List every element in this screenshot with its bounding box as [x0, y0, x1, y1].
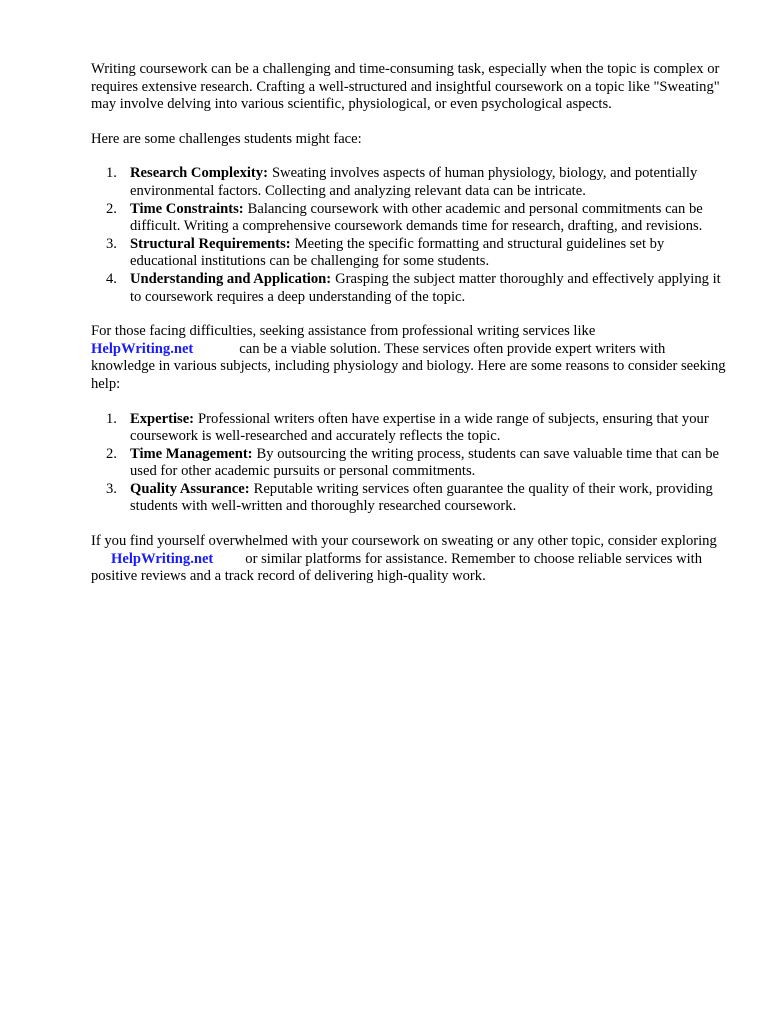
- helpwriting-link[interactable]: HelpWriting.net: [111, 550, 214, 567]
- closing-text-before: If you find yourself overwhelmed with your coursework on sweating or any other topic, consider exploring: [91, 533, 717, 550]
- list-term: Understanding and Application:: [130, 270, 332, 287]
- list-text: Grasping the subject matter thoroughly and effectively applying it to coursework requires a deep understanding of the topic.: [130, 270, 721, 305]
- list-number: 3.: [106, 480, 117, 497]
- list-item: [91, 201, 731, 236]
- assist-paragraph: [91, 323, 731, 393]
- list-item: [91, 411, 731, 446]
- list-text: Sweating involves aspects of human physiology, biology, and potentially environmental factors. Collecting and analyzing relevant data can be intricate.: [130, 165, 698, 199]
- list-text: Reputable writing services often guarantee the quality of their work, providing students with well-written and thoroughly researched coursework.: [130, 480, 713, 515]
- list-number: 4.: [106, 270, 117, 287]
- assist-text-before: For those facing difficulties, seeking assistance from professional writing services like: [91, 323, 596, 340]
- closing-paragraph: [91, 533, 731, 586]
- reasons-list: [91, 411, 731, 517]
- intro-paragraph: Writing coursework can be a challenging and time-consuming task, especially when the topic is complex or requires extensive research. Crafting a well-structured and insightful coursework on a topic like "Sweating" may involve delving into various scientific, physiological, or even psychological aspects.: [91, 61, 720, 113]
- list-term: Expertise:: [130, 410, 195, 427]
- list-item: [91, 271, 731, 306]
- list-term: Research Complexity:: [130, 165, 268, 182]
- list-number: 1.: [106, 165, 117, 182]
- challenges-heading: Here are some challenges students might face:: [91, 130, 362, 147]
- list-item: [91, 165, 731, 200]
- list-term: Time Management:: [130, 445, 253, 462]
- list-term: Quality Assurance:: [130, 480, 250, 497]
- list-number: 2.: [106, 445, 117, 462]
- challenges-list: [91, 165, 731, 306]
- closing-text-after: or similar platforms for assistance. Remember to choose reliable services with positive reviews and a track record of delivering high-quality work.: [91, 550, 703, 585]
- list-number: 1.: [106, 410, 117, 427]
- list-term: Structural Requirements:: [130, 235, 291, 252]
- document-page: [91, 61, 731, 586]
- list-text: Meeting the specific formatting and structural guidelines set by educational institutions can be challenging for some students.: [130, 235, 665, 270]
- list-number: 2.: [106, 200, 117, 217]
- assist-text-after: can be a viable solution. These services often provide expert writers with knowledge in various subjects, including physiology and biology. Here are some reasons to consider seeking help:: [91, 340, 726, 392]
- list-number: 3.: [106, 235, 117, 252]
- list-item: [91, 446, 731, 481]
- list-term: Time Constraints:: [130, 200, 244, 217]
- list-text: By outsourcing the writing process, students can save valuable time that can be used for other academic pursuits or personal commitments.: [130, 445, 719, 480]
- list-item: [91, 236, 731, 271]
- list-text: Balancing coursework with other academic and personal commitments can be difficult. Writing a comprehensive coursework demands time for research, drafting, and revisions.: [130, 200, 703, 235]
- list-item: [91, 481, 731, 516]
- helpwriting-link[interactable]: HelpWriting.net: [91, 340, 194, 357]
- list-text: Professional writers often have expertise in a wide range of subjects, ensuring that your coursework is well-researched and accurately reflects the topic.: [130, 410, 709, 445]
